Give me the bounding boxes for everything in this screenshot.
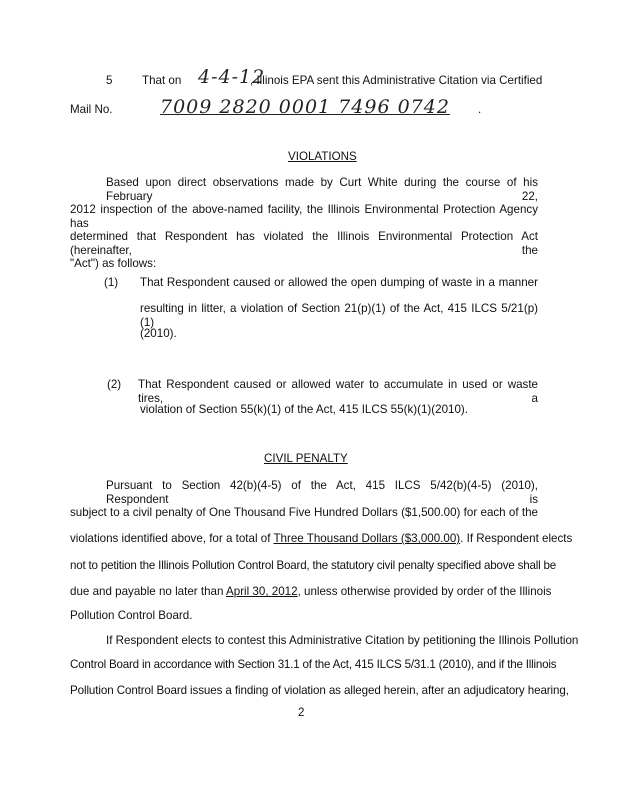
civil-penalty-line: subject to a civil penalty of One Thousand Five Hundred Dollars ($1,500.00) for each of the (70, 506, 538, 519)
civil-penalty-heading: CIVIL PENALTY (264, 452, 348, 465)
violations-heading: VIOLATIONS (288, 150, 357, 163)
violation-item-line: (2010). (140, 327, 177, 340)
contest-paragraph-line: Control Board in accordance with Section 31.1 of the Act, 415 ILCS 5/31.1 (2010), and if the Illinois (70, 658, 557, 671)
civil-penalty-text: . If Respondent elects (460, 532, 573, 545)
violation-item-label: (1) (104, 276, 119, 289)
para5-text-d: . (478, 103, 482, 116)
civil-penalty-text: due and payable no later than (70, 585, 224, 598)
civil-penalty-text: , unless otherwise provided by order of the Illinois (297, 585, 552, 598)
civil-penalty-total: Three Thousand Dollars ($3,000.00) (273, 532, 461, 545)
violation-item-line: violation of Section 55(k)(1) of the Act, 415 ILCS 55(k)(1)(2010). (140, 403, 469, 416)
violation-item-label: (2) (107, 378, 122, 391)
violation-item-line: That Respondent caused or allowed the open dumping of waste in a manner (140, 276, 538, 289)
para5-text-c: Mail No. (70, 103, 113, 116)
violations-intro-line: "Act") as follows: (70, 257, 157, 270)
contest-paragraph-line: If Respondent elects to contest this Administrative Citation by petitioning the Illinois Pollution (106, 634, 579, 647)
violations-intro-line: 2012 inspection of the above-named facility, the Illinois Environmental Protection Agency has (70, 203, 538, 230)
civil-penalty-text: violations identified above, for a total of (70, 532, 271, 545)
violations-intro-line: Based upon direct observations made by Curt White during the course of his February 22, (106, 176, 538, 203)
violations-intro-line: determined that Respondent has violated the Illinois Environmental Protection Act (hereinafter, the (70, 230, 538, 257)
civil-penalty-line: Pursuant to Section 42(b)(4-5) of the Act, 415 ILCS 5/42(b)(4-5) (2010), Respondent is (106, 479, 538, 506)
civil-penalty-line (70, 585, 551, 599)
paragraph-number: 5 (106, 74, 113, 87)
page-number: 2 (298, 706, 305, 719)
civil-penalty-due-date: April 30, 2012 (226, 585, 298, 598)
contest-paragraph-line: Pollution Control Board issues a finding of violation as alleged herein, after an adjudicatory hearing, (70, 684, 569, 697)
civil-penalty-line: not to petition the Illinois Pollution Control Board, the statutory civil penalty specified above shall be (70, 559, 556, 572)
violation-item-line: That Respondent caused or allowed water to accumulate in used or waste tires, a (138, 378, 538, 405)
para5-text-a: That on (142, 74, 182, 87)
civil-penalty-line (70, 532, 572, 546)
para5-text-b: , Illinois EPA sent this Administrative Citation via Certified (250, 74, 543, 87)
handwritten-mail-number: 7009 2820 0001 7496 0742 (160, 96, 450, 118)
civil-penalty-line: Pollution Control Board. (70, 609, 193, 622)
violation-item-line: resulting in litter, a violation of Section 21(p)(1) of the Act, 415 ILCS 5/21(p)(1) (140, 302, 538, 329)
handwritten-date: 4-4-12 (198, 66, 266, 88)
